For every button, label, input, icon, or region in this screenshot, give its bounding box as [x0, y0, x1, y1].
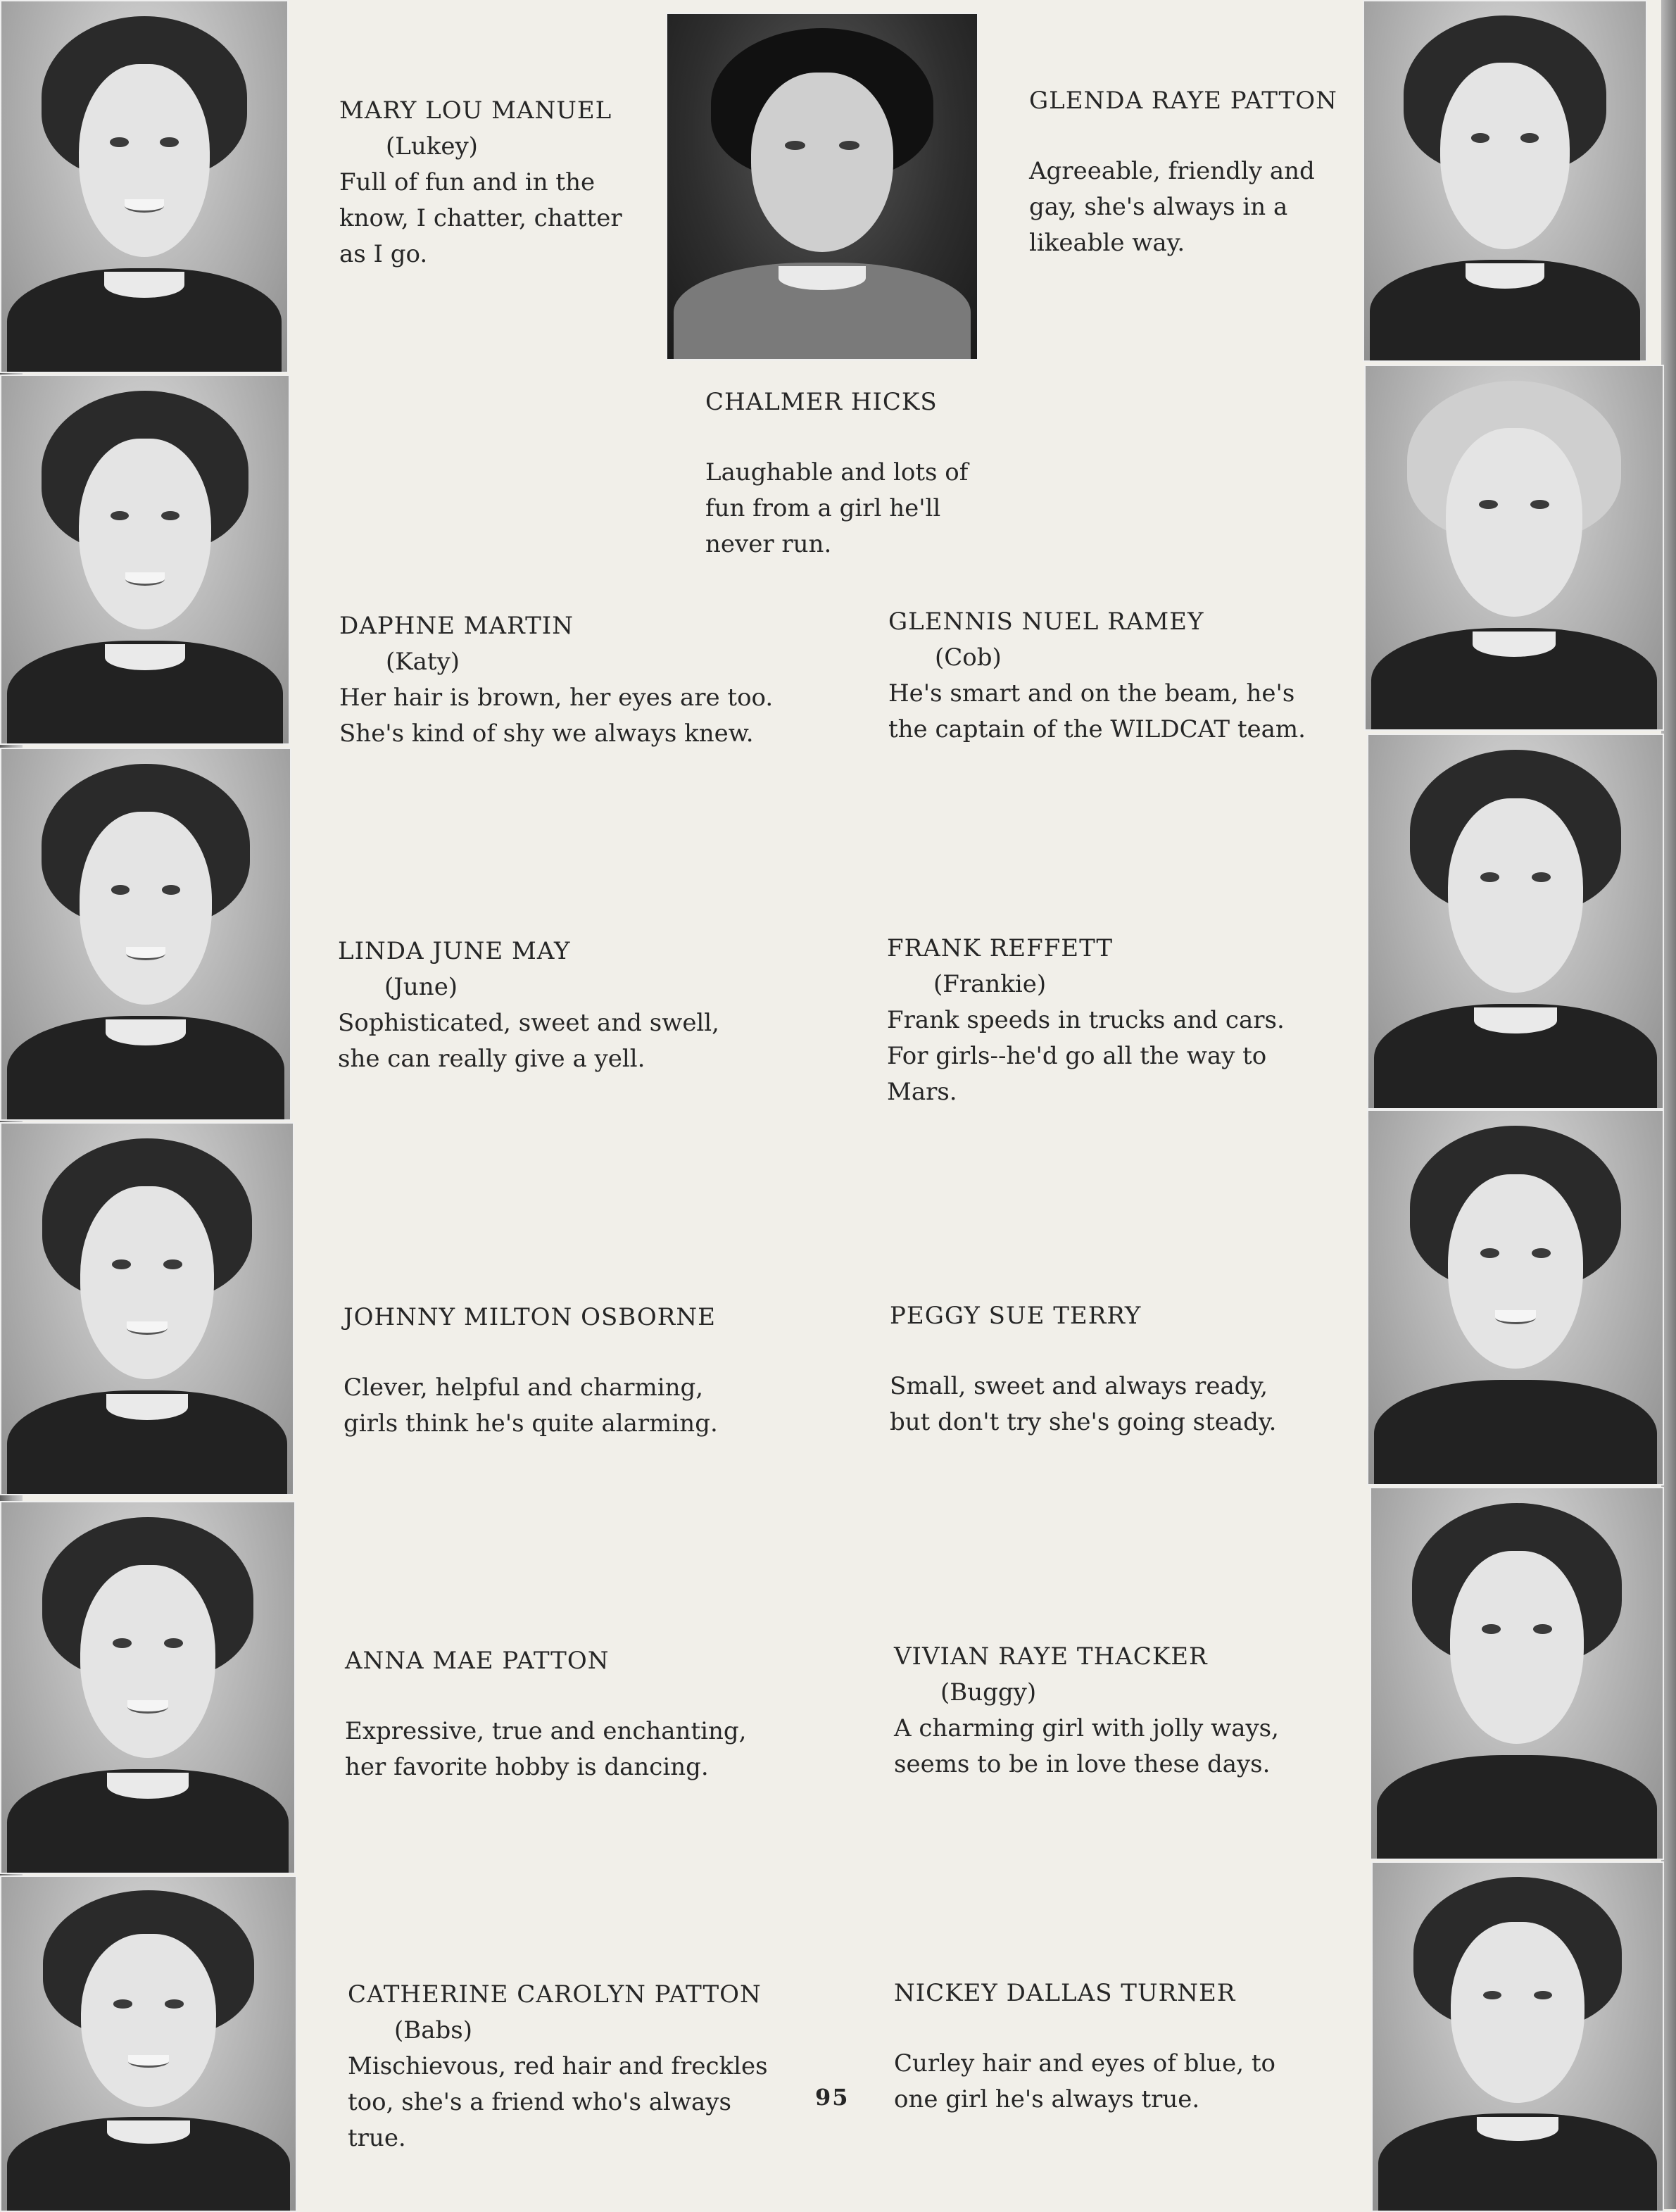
verse-line: she can really give a yell. [338, 1045, 645, 1073]
verse-line: Her hair is brown, her eyes are too. [339, 684, 774, 712]
verse-line: A charming girl with jolly ways, [894, 1714, 1279, 1742]
verse-line: Frank speeds in trucks and cars. [887, 1006, 1285, 1034]
verse-line: Sophisticated, sweet and swell, [338, 1009, 719, 1037]
verse-line: Mischievous, red hair and freckles [348, 2052, 768, 2080]
student-nickname: (Katy) [386, 648, 460, 676]
student-name: LINDA JUNE MAY [338, 937, 571, 965]
verse-line: never run. [705, 530, 832, 558]
entry-johnny-milton-osborne [344, 1300, 718, 1442]
photo-chalmer-hicks [666, 13, 978, 360]
student-name: CHALMER HICKS [705, 388, 938, 416]
entry-chalmer-hicks [705, 384, 968, 563]
verse-line: too, she's a friend who's always [348, 2088, 731, 2116]
verse-line: Clever, helpful and charming, [344, 1374, 704, 1402]
student-nickname: (Lukey) [386, 132, 478, 161]
student-name: VIVIAN RAYE THACKER [894, 1642, 1208, 1671]
entry-anna-mae-patton [345, 1643, 746, 1785]
photo-mary-lou-manuel [0, 0, 289, 373]
entry-daphne-martin [339, 608, 773, 752]
verse-line: Small, sweet and always ready, [890, 1372, 1268, 1400]
verse-line: but don't try she's going steady. [890, 1408, 1277, 1436]
entry-linda-june-may [338, 934, 719, 1077]
student-nickname: (June) [384, 973, 458, 1001]
verse-line: one girl he's always true. [894, 2085, 1200, 2113]
photo-catherine-carolyn-patton [0, 1875, 297, 2212]
student-name: NICKEY DALLAS TURNER [894, 1979, 1236, 2007]
verse-line: Curley hair and eyes of blue, to [894, 2049, 1275, 2078]
verse-line: her favorite hobby is dancing. [345, 1753, 709, 1781]
entry-nickey-dallas-turner [894, 1975, 1275, 2118]
student-name: GLENNIS NUEL RAMEY [888, 608, 1204, 636]
page-number: 95 [815, 2084, 850, 2111]
photo-daphne-martin [0, 375, 290, 745]
verse-line: as I go. [339, 240, 428, 268]
student-name: GLENDA RAYE PATTON [1029, 87, 1337, 115]
verse-line: For girls--he'd go all the way to [887, 1042, 1267, 1070]
student-name: DAPHNE MARTIN [339, 612, 574, 640]
entry-glennis-nuel-ramey [888, 604, 1306, 748]
verse-line: He's smart and on the beam, he's [888, 679, 1295, 708]
student-nickname: (Buggy) [940, 1678, 1037, 1707]
entry-glenda-raye-patton [1029, 83, 1337, 261]
photo-peggy-sue-terry [1367, 1110, 1664, 1485]
student-name: FRANK REFFETT [887, 934, 1114, 962]
verse-line: seems to be in love these days. [894, 1750, 1271, 1778]
entry-peggy-sue-terry [890, 1298, 1276, 1440]
photo-frank-reffett [1367, 734, 1664, 1110]
photo-nickey-dallas-turner [1371, 1861, 1664, 2212]
student-name: PEGGY SUE TERRY [890, 1302, 1142, 1330]
entry-vivian-raye-thacker [894, 1639, 1279, 1783]
entry-mary-lou-manuel [339, 93, 622, 272]
photo-anna-mae-patton [0, 1501, 296, 1874]
verse-line: gay, she's always in a [1029, 193, 1288, 221]
verse-line: likeable way. [1029, 229, 1185, 257]
verse-line: She's kind of shy we always knew. [339, 719, 754, 748]
photo-glenda-raye-patton [1363, 0, 1647, 362]
verse-line: fun from a girl he'll [705, 494, 941, 522]
student-name: JOHNNY MILTON OSBORNE [344, 1303, 716, 1331]
photo-johnny-milton-osborne [0, 1122, 294, 1495]
student-nickname: (Cob) [935, 643, 1002, 672]
verse-line: the captain of the WILDCAT team. [888, 715, 1306, 743]
student-nickname: (Babs) [394, 2016, 472, 2044]
verse-line: girls think he's quite alarming. [344, 1409, 718, 1438]
student-name: CATHERINE CAROLYN PATTON [348, 1980, 762, 2009]
verse-line: true. [348, 2124, 406, 2152]
verse-line: know, I chatter, chatter [339, 204, 622, 232]
student-name: MARY LOU MANUEL [339, 96, 612, 125]
photo-vivian-raye-thacker [1370, 1487, 1664, 1860]
verse-line: Laughable and lots of [705, 458, 969, 486]
verse-line: Agreeable, friendly and [1029, 157, 1315, 185]
student-name: ANNA MAE PATTON [345, 1647, 610, 1675]
verse-line: Full of fun and in the [339, 168, 596, 196]
photo-glennis-nuel-ramey [1364, 365, 1664, 731]
verse-line: Mars. [887, 1078, 957, 1106]
verse-line: Expressive, true and enchanting, [345, 1717, 747, 1745]
photo-linda-june-may [0, 748, 291, 1121]
student-nickname: (Frankie) [933, 970, 1047, 998]
entry-frank-reffett [887, 931, 1285, 1110]
entry-catherine-carolyn-patton [348, 1977, 768, 2156]
